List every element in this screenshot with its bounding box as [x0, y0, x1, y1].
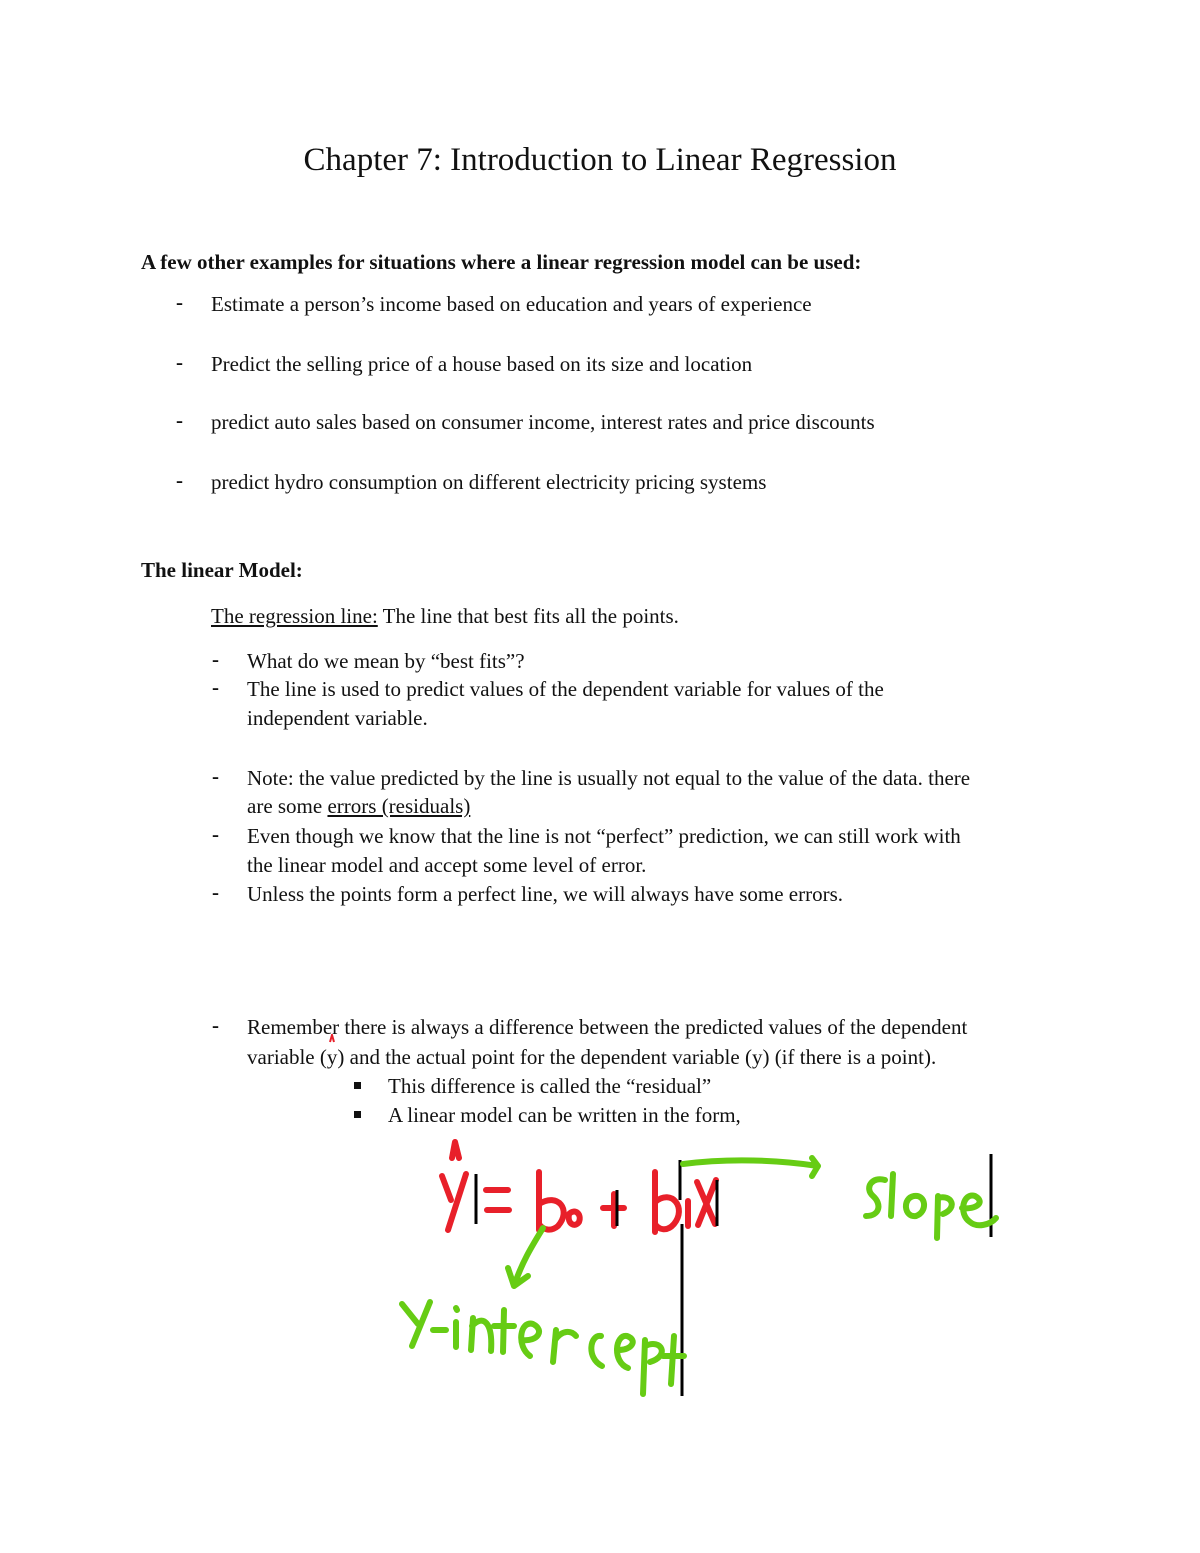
- examples-heading: A few other examples for situations where a linear regression model can be used:: [141, 250, 862, 274]
- example-item: Predict the selling price of a house based on its size and location: [211, 352, 753, 376]
- example-item: predict auto sales based on consumer income, interest rates and price discounts: [211, 410, 875, 434]
- example-item: predict hydro consumption on different electricity pricing systems: [211, 470, 767, 494]
- model-bullet-continuation: the linear model and accept some level of error.: [247, 853, 647, 877]
- bullet-dash: -: [176, 408, 183, 432]
- bullet-dash: -: [212, 822, 219, 846]
- slope-label-ink: [866, 1174, 996, 1238]
- text-fragment: ) and the actual point for the dependent variable (y) (if there is a point).: [337, 1045, 937, 1069]
- sub-bullet: This difference is called the “residual”: [388, 1074, 712, 1098]
- errors-term: errors (residuals): [327, 794, 471, 818]
- b1-letter-ink: [655, 1172, 679, 1232]
- example-item: Estimate a person’s income based on education and years of experience: [211, 292, 812, 316]
- equation-ink: [442, 1142, 716, 1232]
- bullet-dash: -: [212, 647, 219, 671]
- intercept-arrow-ink: [508, 1228, 543, 1286]
- bullet-dash: -: [212, 880, 219, 904]
- subscript-zero-ink: [569, 1212, 580, 1225]
- y-hat-letter: y: [326, 1045, 338, 1069]
- bullet-dash: -: [176, 290, 183, 314]
- bullet-dash: -: [212, 1013, 219, 1037]
- model-bullet-continuation: independent variable.: [247, 706, 428, 730]
- definition-term: The regression line:: [211, 604, 378, 628]
- definition-text: The line that best fits all the points.: [377, 604, 679, 628]
- b0-letter-ink: [539, 1172, 564, 1230]
- model-bullet: Even though we know that the line is not “perfect” prediction, we can still work with: [247, 824, 961, 848]
- bullet-dash: -: [176, 468, 183, 492]
- y-letter-ink: [442, 1174, 466, 1230]
- sub-bullet: A linear model can be written in the form,: [388, 1103, 741, 1127]
- model-bullet: Unless the points form a perfect line, we will always have some errors.: [247, 882, 843, 906]
- text-fragment: variable (: [247, 1045, 327, 1069]
- x-letter-ink: [697, 1180, 716, 1225]
- y-hat-caret-ink: [452, 1142, 459, 1158]
- model-bullet: Remember there is always a difference between the predicted values of the dependent: [247, 1015, 968, 1039]
- page-title: Chapter 7: Introduction to Linear Regression: [303, 142, 897, 178]
- bullet-dash: -: [176, 350, 183, 374]
- bullet-dash: -: [212, 764, 219, 788]
- model-bullet: Note: the value predicted by the line is usually not equal to the value of the data. there: [247, 766, 971, 790]
- bullet-dash: -: [212, 675, 219, 699]
- model-heading: The linear Model:: [141, 558, 303, 582]
- equals-sign-ink: [486, 1190, 509, 1210]
- model-bullet: What do we mean by “best fits”?: [247, 649, 525, 673]
- slope-arrow-ink: [683, 1158, 818, 1176]
- plus-sign-ink: [603, 1194, 624, 1226]
- model-bullet: The line is used to predict values of the dependent variable for values of the: [247, 677, 884, 701]
- text-fragment: are some: [247, 794, 328, 818]
- intercept-label-ink: [402, 1302, 684, 1394]
